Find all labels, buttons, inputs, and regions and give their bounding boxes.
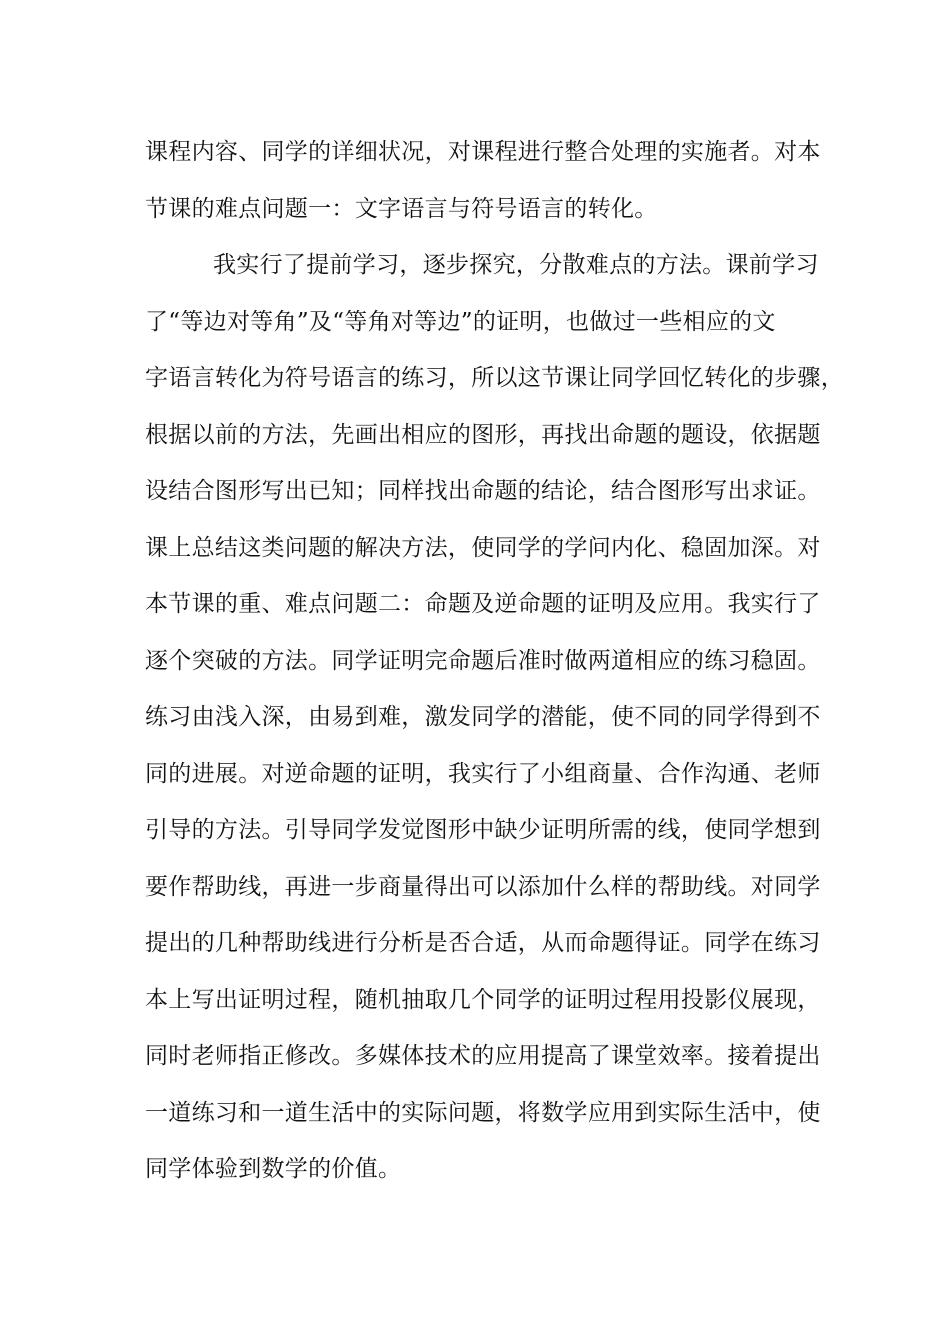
paragraph-start-line: 我实行了提前学习，逐步探究，分散难点的方法。课前学习 (213, 252, 819, 278)
text-line: 课上总结这类问题的解决方法，使同学的学问内化、稳固加深。对 (145, 534, 821, 561)
text-line: 字语言转化为符号语言的练习，所以这节课让同学回忆转化的步骤， (145, 365, 844, 391)
text-line: 本节课的重、难点问题二：命题及逆命题的证明及应用。我实行了 (145, 591, 821, 617)
text-line: 练习由浅入深，由易到难，激发同学的潜能，使不同的同学得到不 (145, 704, 821, 730)
text-line: 同学体验到数学的价值。 (145, 1156, 402, 1182)
body-text (145, 132, 844, 1206)
text-line: 设结合图形写出已知；同样找出命题的结论，结合图形写出求证。 (145, 478, 821, 504)
text-line: 课程内容、同学的详细状况，对课程进行整合处理的实施者。对本 (145, 139, 821, 165)
text-line: 一道练习和一道生活中的实际问题，将数学应用到实际生活中，使 (145, 1099, 821, 1126)
text-line: 了“等边对等角”及“等角对等边”的证明，也做过一些相应的文 (145, 308, 776, 335)
text-line: 引导的方法。引导同学发觉图形中缺少证明所需的线，使同学想到 (145, 817, 821, 843)
text-line: 根据以前的方法，先画出相应的图形，再找出命题的题设，依据题 (145, 421, 821, 448)
text-line: 节课的难点问题一：文字语言与符号语言的转化。 (145, 195, 658, 222)
text-line: 提出的几种帮助线进行分析是否合适，从而命题得证。同学在练习 (145, 930, 821, 956)
text-line: 逐个突破的方法。同学证明完命题后准时做两道相应的练习稳固。 (145, 647, 821, 674)
text-line: 同的进展。对逆命题的证明，我实行了小组商量、合作沟通、老师 (145, 760, 821, 787)
text-line: 要作帮助线，再进一步商量得出可以添加什么样的帮助线。对同学 (145, 873, 821, 900)
text-line: 本上写出证明过程，随机抽取几个同学的证明过程用投影仪展现， (145, 986, 821, 1013)
text-line: 同时老师指正修改。多媒体技术的应用提高了课堂效率。接着提出 (145, 1043, 821, 1069)
